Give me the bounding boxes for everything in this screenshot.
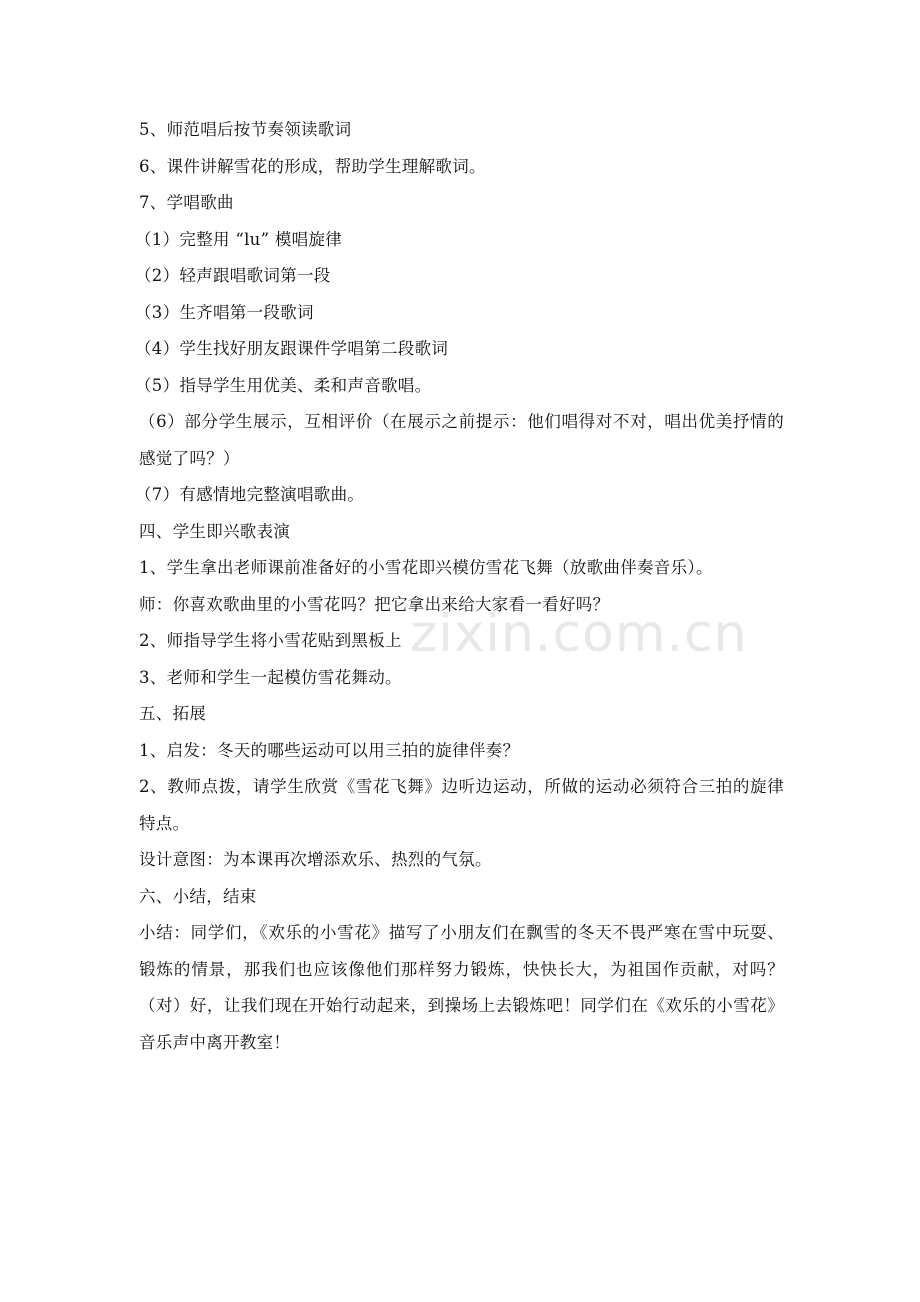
- section-heading: 四、学生即兴歌表演: [139, 521, 291, 541]
- text-line: （3）生齐唱第一段歌词: [135, 302, 314, 322]
- text-line: （1）完整用 “lu” 模唱旋律: [135, 229, 343, 249]
- text-line: 6、课件讲解雪花的形成，帮助学生理解歌词。: [139, 156, 486, 176]
- text-paragraph: 2、教师点拨，请学生欣赏《雪花飞舞》边听边运动，所做的运动必须符合三拍的旋律特点。: [139, 777, 784, 833]
- text-line: 3、老师和学生一起模仿雪花舞动。: [139, 667, 402, 687]
- section-heading: 六、小结，结束: [139, 886, 257, 906]
- text-line: 5、师范唱后按节奏领读歌词: [139, 120, 352, 139]
- section-heading: 五、拓展: [139, 704, 207, 723]
- text-line: 1、学生拿出老师课前准备好的小雪花即兴模仿雪花飞舞（放歌曲伴奏音乐）。: [139, 558, 713, 577]
- text-line: （4）学生找好朋友跟课件学唱第二段歌词: [135, 339, 449, 358]
- text-line: （2）轻声跟唱歌词第一段: [135, 266, 331, 285]
- text-line: 师：你喜欢歌曲里的小雪花吗？把它拿出来给大家看一看好吗？: [139, 594, 610, 614]
- section-heading: 7、学唱歌曲: [139, 193, 234, 212]
- document-body: [135, 112, 784, 1061]
- text-line: （7）有感情地完整演唱歌曲。: [135, 485, 365, 504]
- text-paragraph: （6）部分学生展示，互相评价（在展示之前提示：他们唱得对不对，唱出优美抒情的感觉了吗？）: [139, 412, 784, 468]
- text-line: （5）指导学生用优美、柔和声音歌唱。: [135, 375, 432, 395]
- watermark: zixin.com.cn: [410, 604, 748, 664]
- text-paragraph: 小结：同学们，《欢乐的小雪花》描写了小朋友们在飘雪的冬天不畏严寒在雪中玩耍、锻炼的情景，那我们也应该像他们那样努力锻炼，快快长大，为祖国作贡献，对吗？（对）好，让我们现在开始行动起来，到操场上去锻炼吧！同学们在《欢乐的小雪花》音乐声中离开教室！: [139, 923, 784, 1052]
- text-line: 2、师指导学生将小雪花贴到黑板上: [139, 631, 402, 650]
- text-line: 1、启发：冬天的哪些运动可以用三拍的旋律伴奏？: [139, 740, 520, 760]
- text-line: 设计意图：为本课再次增添欢乐、热烈的气氛。: [139, 850, 492, 869]
